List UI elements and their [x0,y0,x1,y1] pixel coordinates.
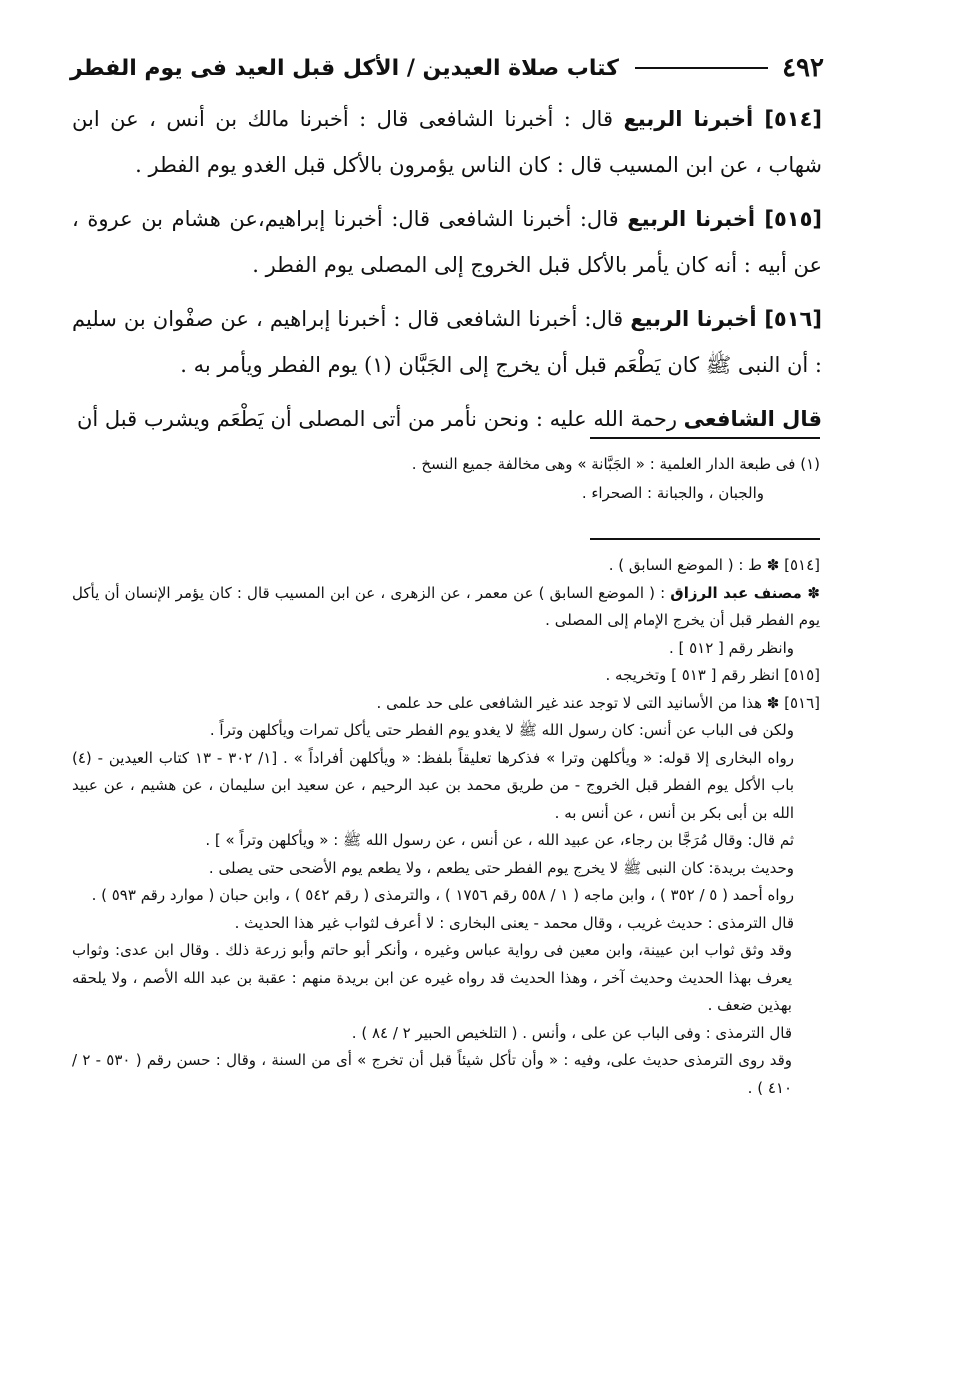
paragraph-shafii-text: رحمة الله عليه : ونحن نأمر من أتى المصلى أن يَطْعَم ويشرب قبل أن [76,407,684,431]
note-514-head: [٥١٤] ✽ ط : ( الموضع السابق ) . [608,556,820,574]
paragraph-514-text: قال : أخبرنا الشافعى قال : أخبرنا مالك بن أنس ، عن ابن شهاب ، عن ابن المسيب قال : كان الناس يؤمرون بالأكل قبل الغدو يوم الفطر . [72,107,822,177]
note-516-tirmidhi: قال الترمذى : حديث غريب ، وقال محمد - يعنى البخارى : لا أعرف لثواب غير هذا الحديث . [234,913,794,932]
footnote [72,450,820,508]
note-516-thawab: وقد وثق ثواب ابن عيينة، وابن معين فى رواية عباس وغيره ، وأنكر أبو حاتم وأبو زرعة ذلك . وقال ابن عدى: وثواب يعرف بهذا الحديث وحديث آخر ، وهذا الحديث قد رواه غيره عن ابن بريدة منهم : عقبة بن عبد الله الأصم ، ولا يلحقه بهذين ضعف . [72,941,792,1014]
paragraph-516-text: قال: أخبرنا الشافعى قال : أخبرنا إبراهيم ، عن صفْوان بن سليم : أن النبى ﷺ كان يَطْعَم قبل أن يخرج إلى الجَبَّان (١) يوم الفطر ويأمر به . [72,307,822,377]
note-516-head: [٥١٦] ✽ هذا من الأسانيد التى لا توجد عند غير الشافعى على حد علمى . [376,693,820,712]
notes-separator [590,538,820,540]
footnote-separator [590,437,820,439]
note-514-abdulrazzaq [72,580,820,635]
note-514-abdulrazzaq-label: ✽ مصنف عبد الرزاق [670,583,820,602]
main-text [72,96,822,450]
takhrij-notes [72,552,820,1102]
footnote-line: والجبان ، والجبانة : الصحراء . [581,484,764,502]
note-516-ahmad: رواه أحمد ( ٥ / ٣٥٢ ) ، وابن ماجه ( ١ / ٥٥٨ رقم ١٧٥٦ ) ، والترمذى ( رقم ٥٤٢ ) ، وابن حبان ( موارد رقم ٥٩٣ ) . [91,886,794,904]
paragraph-514 [72,96,822,188]
paragraph-514-label: [٥١٤] أخبرنا الربيع [623,107,822,131]
note-516-bukhari: رواه البخارى إلا قوله: « ويأكلهن وترا » فذكرها تعليقاً بلفظ: « ويأكلهن أفراداً » . [١/ ٣٠٢ - ١٣ كتاب العيدين - (٤) باب الأكل يوم الفطر قبل الخروج - من طريق محمد بن عبد الرحيم ، عن سعيد ابن سليمان ، عن هشيم ، عن عبيد الله بن أبى بكر بن أنس ، عن أنس به . [72,748,795,822]
paragraph-515 [72,196,822,288]
footnote-line: (١) فى طبعة الدار العلمية : « الجَبَّانة » وهى مخالفة جميع النسخ . [411,455,820,473]
paragraph-shafii [72,396,822,442]
paragraph-515-text: قال: أخبرنا الشافعى قال: أخبرنا إبراهيم،عن هشام بن عروة ، عن أبيه : أنه كان يأمر بالأكل قبل الخروج إلى المصلى يوم الفطر . [72,207,822,277]
paragraph-515-label: [٥١٥] أخبرنا الربيع [627,207,822,231]
note-515: [٥١٥] انظر رقم [ ٥١٣ ] وتخريجه . [605,666,820,684]
paragraph-516 [72,296,822,388]
note-514-abdulrazzaq-text: : ( الموضع السابق ) عن معمر ، عن الزهرى ، عن ابن المسيب قال : كان يؤمر الإنسان أن يأكل يوم الفطر قبل أن يخرج الإمام إلى المصلى . [72,583,820,629]
note-516-talkhis: قال الترمذى : وفى الباب عن على ، وأنس . ( التلخيص الحبير ٢ / ٨٤ ) . [351,1023,792,1042]
paragraph-shafii-label: قال الشافعى [683,407,822,431]
note-514-see: وانظر رقم [ ٥١٢ ] . [668,638,794,657]
running-title: كتاب صلاة العيدين / الأكل قبل العيد فى يوم الفطر [70,55,619,81]
note-516-buraydah: وحديث بريدة: كان النبى ﷺ لا يخرج يوم الفطر حتى يطعم ، ولا يطعم يوم الأضحى حتى يصلى . [208,858,794,877]
note-516-murajja: ثم قال: وقال مُرَجَّا بن رجاء، عن عبيد الله ، عن أنس ، عن رسول الله ﷺ : « ويأكلهن وتراً » ] . [205,831,794,849]
page-header [70,48,824,88]
paragraph-516-label: [٥١٦] أخبرنا الربيع [630,307,822,331]
note-516-ali: وقد روى الترمذى حديث على، وفيه : « وأن تأكل شيئاً قبل أن تخرج » أى من السنة ، وقال : حسن رقم ( ٥٣٠ - ٢ / ٤١٠ ) . [72,1051,792,1097]
note-516-anas: ولكن فى الباب عن أنس: كان رسول الله ﷺ لا يغدو يوم الفطر حتى يأكل تمرات ويأكلهن وتراً . [209,721,794,739]
page-number: ٤٩٢ [782,53,824,83]
header-rule [635,67,768,69]
